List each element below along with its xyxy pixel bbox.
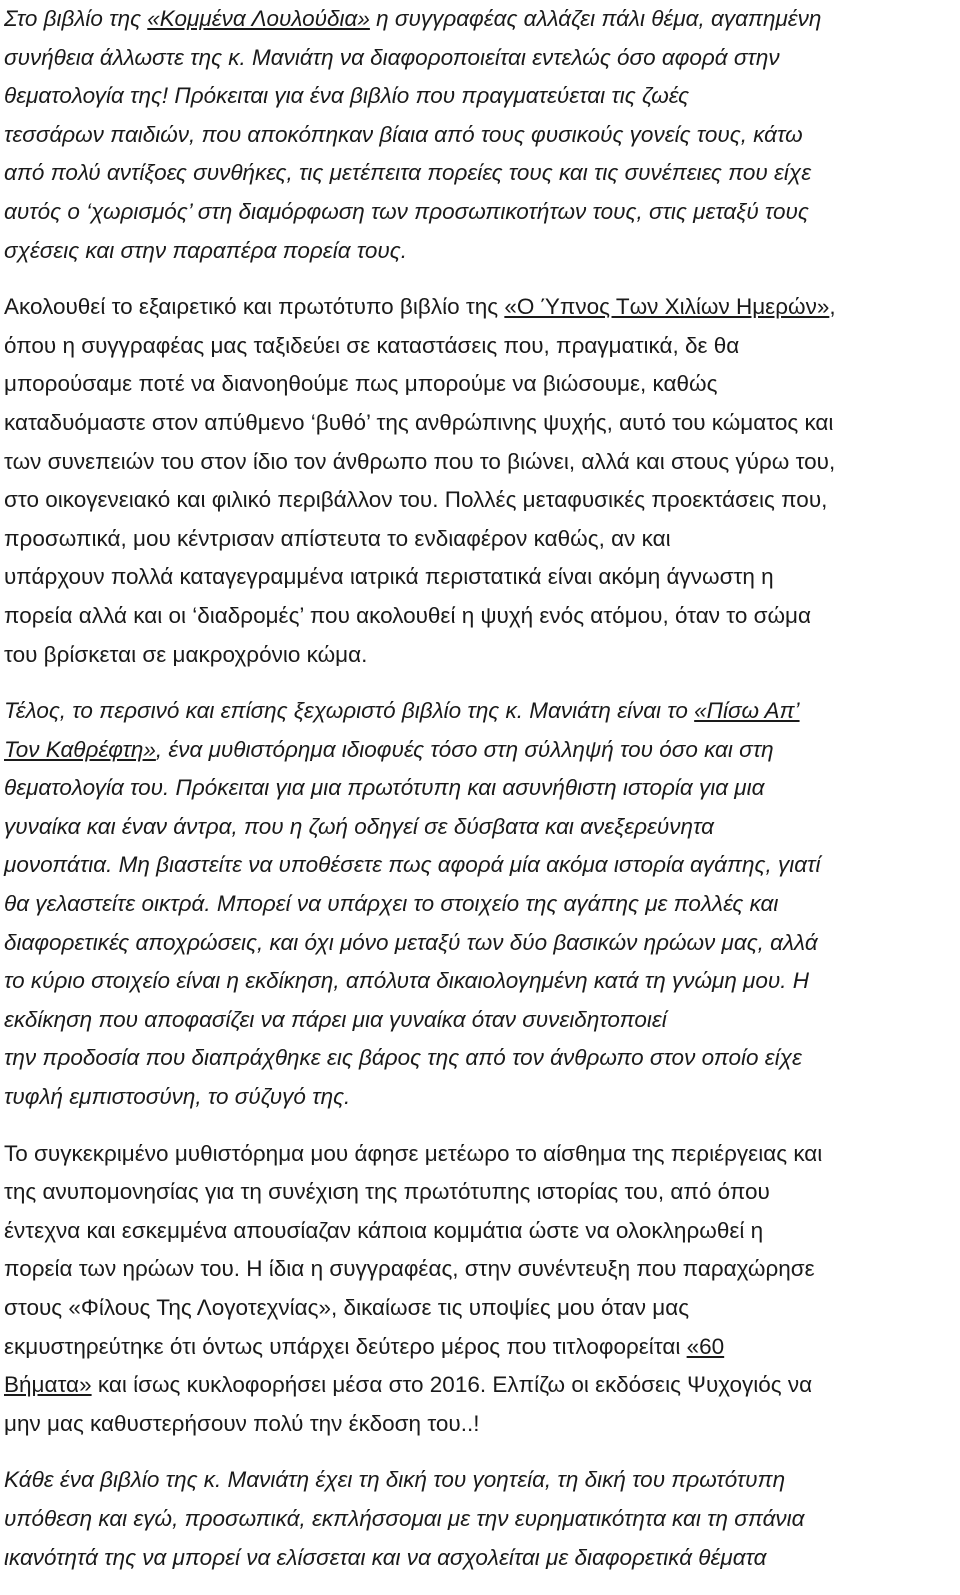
paragraph-3 [4, 692, 954, 1117]
text-segment: από πολύ αντίξοες συνθήκες, τις μετέπειτα πορείες τους και τις συνέπειες που είχε [4, 160, 812, 186]
text-line [4, 846, 954, 885]
paragraph-1 [4, 0, 954, 270]
text-segment: Τέλος, το περσινό και επίσης ξεχωριστό βιβλίο της κ. Μανιάτη είναι το [4, 698, 695, 724]
text-segment: των συνεπειών του στον ίδιο τον άνθρωπο που το βιώνει, αλλά και στους γύρω του, [4, 448, 836, 474]
text-line [4, 232, 954, 271]
text-line [4, 154, 954, 193]
text-line [4, 1212, 954, 1251]
text-segment: πορεία αλλά και οι ‘διαδρομές’ που ακολουθεί η ψυχή ενός ατόμου, όταν το σώμα [4, 602, 812, 628]
text-segment: η συγγραφέας αλλάζει πάλι θέμα, αγαπημένη [369, 6, 822, 31]
text-segment: σχέσεις και στην παραπέρα πορεία τους. [4, 237, 407, 263]
book-title-link[interactable]: «Κομμένα Λουλούδια» [147, 6, 370, 31]
text-segment: όπου η συγγραφέας μας ταξιδεύει σε καταστάσεις που, πραγματικά, δε θα [4, 332, 740, 358]
text-line [4, 288, 954, 327]
text-segment: γυναίκα και έναν άντρα, που η ζωή οδηγεί σε δύσβατα και ανεξερεύνητα [4, 813, 714, 839]
text-line [4, 885, 954, 924]
text-line [4, 808, 954, 847]
text-segment: προσωπικά, μου κέντρισαν απίστευτα το ενδιαφέρον καθώς, αν και [4, 525, 671, 551]
text-line [4, 1135, 954, 1174]
text-segment: υπάρχουν πολλά καταγεγραμμένα ιατρικά περιστατικά είναι ακόμη άγνωστη η [4, 564, 774, 590]
text-segment: μην μας καθυστερήσουν πολύ την έκδοση του..! [4, 1410, 480, 1436]
paragraph-5 [4, 1461, 954, 1577]
text-line [4, 443, 954, 482]
text-segment: ικανότητά της να μπορεί να ελίσσεται και να ασχολείται με διαφορετικά θέματα [4, 1544, 767, 1570]
article-body [4, 0, 954, 1595]
text-line [4, 1328, 954, 1367]
text-segment: Ακολουθεί το εξαιρετικό και πρωτότυπο βιβλίο της [4, 294, 505, 320]
text-line [4, 520, 954, 559]
text-line [4, 365, 954, 404]
text-segment: Στο βιβλίο της [4, 6, 148, 31]
text-line [4, 116, 954, 155]
text-line [4, 0, 954, 39]
text-segment: το κύριο στοιχείο είναι η εκδίκηση, απόλυτα δικαιολογημένη κατά τη γνώμη μου. Η [4, 968, 810, 994]
text-line [4, 1539, 954, 1578]
text-segment: καταδυόμαστε στον απύθμενο ‘βυθό’ της ανθρώπινης ψυχής, αυτό του κώματος και [4, 409, 834, 435]
book-title-link[interactable]: Τον Καθρέφτη» [4, 736, 156, 762]
text-segment: την προδοσία που διαπράχθηκε εις βάρος της από τον άνθρωπο στον οποίο είχε [4, 1045, 802, 1071]
text-segment: , ένα μυθιστόρημα ιδιοφυές τόσο στη σύλληψή του όσο και στη [155, 736, 774, 762]
text-line [4, 636, 954, 675]
text-segment: και ίσως κυκλοφορήσει μέσα στο 2016. Ελπίζω οι εκδόσεις Ψυχογιός να [91, 1372, 813, 1398]
text-line [4, 731, 954, 770]
text-line [4, 1289, 954, 1328]
text-segment: Κάθε ένα βιβλίο της κ. Μανιάτη έχει τη δική του γοητεία, τη δική του πρωτότυπη [4, 1467, 786, 1493]
text-segment: τεσσάρων παιδιών, που αποκόπηκαν βίαια από τους φυσικούς γονείς τους, κάτω [4, 121, 803, 147]
text-line [4, 39, 954, 78]
text-segment: συνήθεια άλλωστε της κ. Μανιάτη να διαφοροποιείται εντελώς όσο αφορά στην [4, 44, 780, 70]
book-title-link[interactable]: «60 [686, 1333, 725, 1359]
text-line [4, 327, 954, 366]
text-line [4, 1250, 954, 1289]
text-line [4, 962, 954, 1001]
paragraph-2 [4, 288, 954, 674]
text-segment: της ανυπομονησίας για τη συνέχιση της πρωτότυπης ιστορίας του, από όπου [4, 1179, 770, 1205]
paragraph-4 [4, 1135, 954, 1444]
text-segment: αυτός ο ‘χωρισμός’ στη διαμόρφωση των προσωπικοτήτων τους, στις μεταξύ τους [4, 198, 809, 224]
book-title-link[interactable]: «Ο Ύπνος Των Χιλίων Ημερών» [504, 294, 830, 320]
text-segment: Το συγκεκριμένο μυθιστόρημα μου άφησε μετέωρο το αίσθημα της περιέργειας και [4, 1140, 823, 1166]
text-segment: του βρίσκεται σε μακροχρόνιο κώμα. [4, 641, 368, 667]
text-line [4, 1366, 954, 1405]
text-segment: εκμυστηρεύτηκε ότι όντως υπάρχει δεύτερο μέρος που τιτλοφορείται [4, 1333, 687, 1359]
text-segment: διαφορετικές αποχρώσεις, και όχι μόνο μεταξύ των δύο βασικών ηρώων μας, αλλά [4, 929, 818, 955]
text-line [4, 769, 954, 808]
text-segment: , [829, 294, 836, 320]
text-segment: θεματολογία της! Πρόκειται για ένα βιβλίο που πραγματεύεται τις ζωές [4, 83, 690, 109]
text-line [4, 1461, 954, 1500]
text-segment: εκδίκηση που αποφασίζει να πάρει μια γυναίκα όταν συνειδητοποιεί [4, 1006, 667, 1032]
text-line [4, 1001, 954, 1040]
text-segment: θεματολογία του. Πρόκειται για μια πρωτότυπη και ασυνήθιστη ιστορία για μια [4, 775, 765, 801]
text-line [4, 558, 954, 597]
text-line [4, 193, 954, 232]
text-segment: υπόθεση και εγώ, προσωπικά, εκπλήσσομαι με την ευρηματικότητα και τη σπάνια [4, 1505, 805, 1531]
text-line [4, 77, 954, 116]
text-line [4, 1173, 954, 1212]
text-segment: πορεία των ηρώων του. Η ίδια η συγγραφέας, στην συνέντευξη που παραχώρησε [4, 1256, 815, 1282]
text-line [4, 924, 954, 963]
text-line [4, 404, 954, 443]
text-line [4, 1039, 954, 1078]
text-line [4, 481, 954, 520]
book-title-link[interactable]: Βήματα» [4, 1372, 92, 1398]
text-segment: τυφλή εμπιστοσύνη, το σύζυγό της. [4, 1084, 351, 1110]
text-segment: θα γελαστείτε οικτρά. Μπορεί να υπάρχει το στοιχείο της αγάπης με πολλές και [4, 891, 779, 917]
book-title-link[interactable]: «Πίσω Απ’ [694, 698, 800, 724]
text-line [4, 692, 954, 731]
text-segment: μονοπάτια. Μη βιαστείτε να υποθέσετε πως αφορά μία ακόμα ιστορία αγάπης, γιατί [4, 852, 821, 878]
text-segment: στους «Φίλους Της Λογοτεχνίας», δικαίωσε τις υποψίες μου όταν μας [4, 1295, 690, 1320]
text-line [4, 1078, 954, 1117]
text-line [4, 597, 954, 636]
text-line [4, 1500, 954, 1539]
text-segment: στο οικογενειακό και φιλικό περιβάλλον του. Πολλές μεταφυσικές προεκτάσεις που, [4, 487, 828, 513]
text-line [4, 1405, 954, 1444]
text-segment: μπορούσαμε ποτέ να διανοηθούμε πως μπορούμε να βιώσουμε, καθώς [4, 371, 718, 397]
text-segment: έντεχνα και εσκεμμένα απουσίαζαν κάποια κομμάτια ώστε να ολοκληρωθεί η [4, 1217, 764, 1243]
